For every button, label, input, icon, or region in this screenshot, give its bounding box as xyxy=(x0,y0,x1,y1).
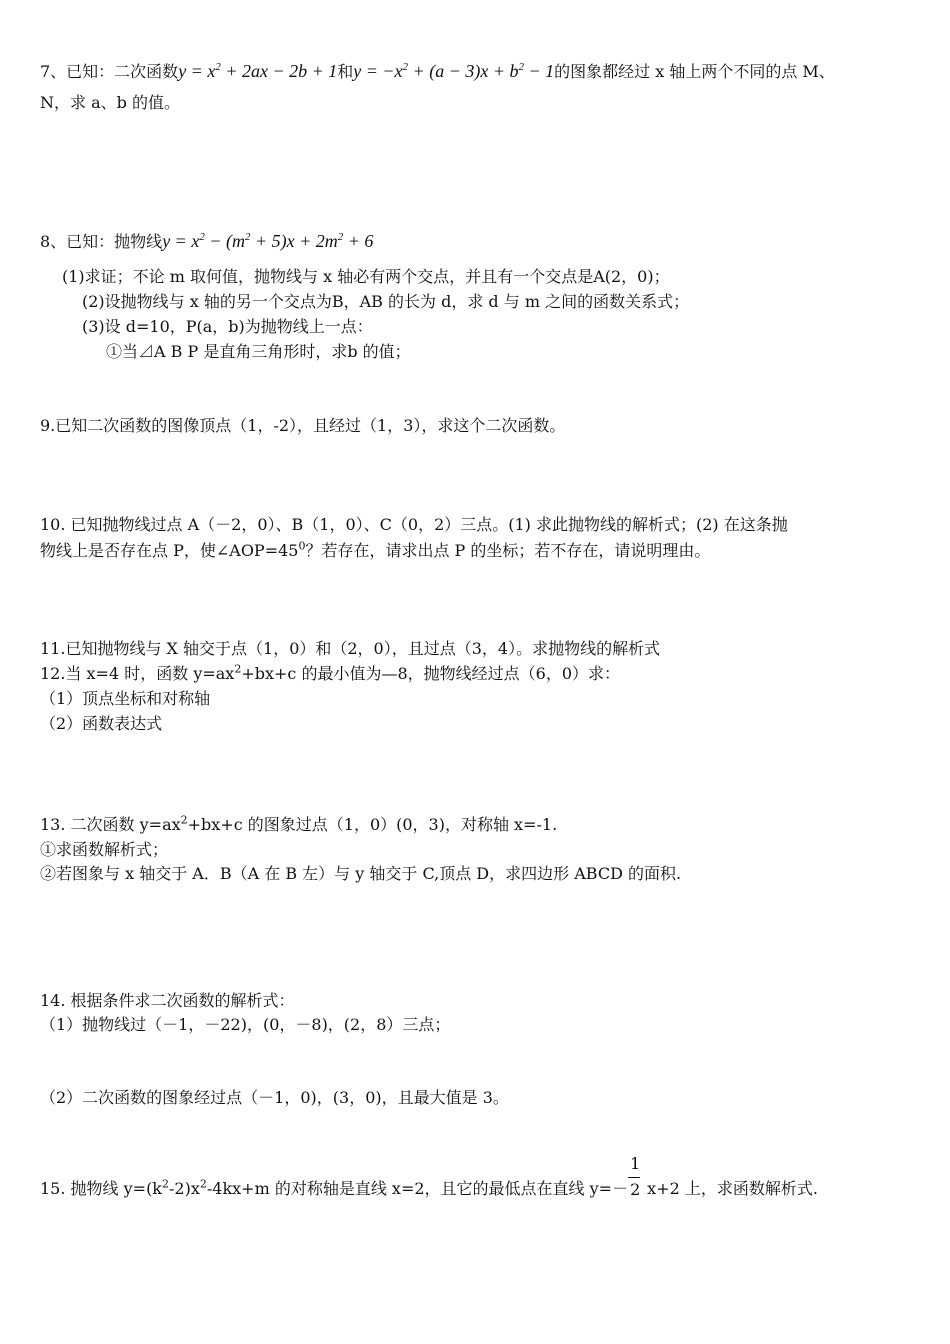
problem-14-part-1: （1）抛物线过（－1，－22)，(0，－8)，(2，8）三点； xyxy=(40,1015,451,1034)
problem-13-part-1: ①求函数解析式； xyxy=(40,840,169,859)
problem-8-part-1: (1)求证；不论 m 取何值，抛物线与 x 轴必有两个交点，并且有一个交点是A(2，0)； xyxy=(62,267,670,286)
problem-7-line-1 xyxy=(40,60,835,83)
problem-14-part-2: （2）二次函数的图象经过点（－1，0)，(3，0)，且最大值是 3。 xyxy=(40,1088,509,1107)
problem-8-part-3: (3)设 d=10，P(a，b)为抛物线上一点： xyxy=(82,317,373,336)
parabola-equation: $y = x^2 - (m^2 + 5)x + 2m^2 + 6$ xyxy=(162,231,374,251)
problem-12-part-1: （1）顶点坐标和对称轴 xyxy=(40,689,211,708)
problem-10-line-1: 10. 已知抛物线过点 A（－2，0）、B（1，0）、C（0，2）三点。(1) 求此抛物线的解析式；(2) 在这条抛 xyxy=(40,515,788,534)
problem-8-part-2: (2)设抛物线与 x 轴的另一个交点为B，AB 的长为 d，求 d 与 m 之间的函数关系式； xyxy=(82,292,690,311)
fraction-one-half: $\frac{1}{2}$ xyxy=(630,1153,641,1199)
problem-7-intro: 7、已知：二次函数 xyxy=(40,62,179,81)
problem-8-head: 8、已知：抛物线$y = x^2 - (m^2 + 5)x + 2m^2 + 6$ xyxy=(40,231,374,251)
equation-2: $y = -x^2 + (a - 3)x + b^2 - 1$ xyxy=(353,61,555,81)
problem-14-head: 14. 根据条件求二次函数的解析式： xyxy=(40,991,295,1010)
problem-9: 9.已知二次函数的图像顶点（1，-2），且经过（1，3），求这个二次函数。 xyxy=(40,416,566,435)
problem-7-line-2: N，求 a、b 的值。 xyxy=(40,93,180,112)
problem-10-line-2: 物线上是否存在点 P，使$\angle AOP=45^0$？若存在，请求出点 P 的坐标；若不存在，请说明理由。 xyxy=(40,539,711,560)
problem-12-line-1: 12.当 x=4 时，函数 $y=ax^2+bx+c$ 的最小值为—8，抛物线经过点（6，0）求： xyxy=(40,662,620,683)
problem-7-tail: 的图象都经过 x 轴上两个不同的点 M、 xyxy=(554,62,835,81)
problem-15: 15. 抛物线 $y=(k^2-2)x^2-4kx+m$ 的对称轴是直线 x=2，且它的最低点在直线 y=－ $\frac{1}{2}$ x+2 上，求函数解析式. xyxy=(40,1153,818,1199)
problem-11: 11.已知抛物线与 X 轴交于点（1，0）和（2，0），且过点（3，4）。求抛物线的解析式 xyxy=(40,639,661,658)
problem-13-part-2: ②若图象与 x 轴交于 A．B（A 在 B 左）与 y 轴交于 C,顶点 D，求四边形 ABCD 的面积. xyxy=(40,864,682,883)
problem-8-part-3-sub-1: ①当⊿A B P 是直角三角形时，求b 的值； xyxy=(106,342,411,361)
problem-12-part-2: （2）函数表达式 xyxy=(40,714,163,733)
equation-1: $y = x^2 + 2ax - 2b + 1$ xyxy=(178,61,338,81)
problem-13-line-1: 13. 二次函数 $y=ax^2+bx+c$ 的图象过点（1，0）(0，3)，对称轴 x=-1. xyxy=(40,813,558,834)
conjunction: 和 xyxy=(337,62,354,81)
